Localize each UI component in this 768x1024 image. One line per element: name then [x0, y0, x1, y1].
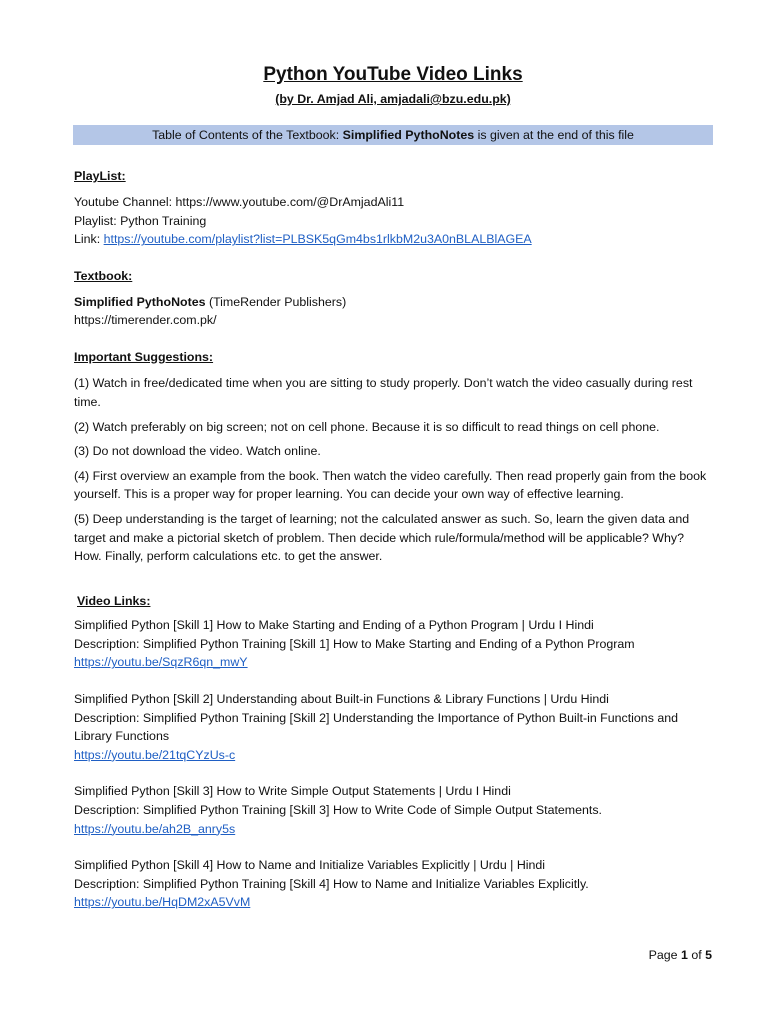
video-link[interactable]: https://youtu.be/SqzR6qn_mwY: [74, 655, 248, 670]
video-description: Description: Simplified Python Training [Skill 4] How to Name and Initialize Variables Explicitly.: [74, 876, 589, 891]
video-link[interactable]: https://youtu.be/HqDM2xA5VvM: [74, 895, 251, 910]
youtube-channel: Youtube Channel: https://www.youtube.com/@DrAmjadAli11: [74, 195, 405, 210]
suggestion-item: (5) Deep understanding is the target of learning; not the calculated answer as such. So, learn the given data and target and make a pictorial sketch of problem. Then decide which rule/formula/method will be applicable? Why? How. Finally, perform calculations etc. to get the answer.: [74, 511, 690, 564]
suggestions-heading: Important Suggestions:: [74, 349, 214, 364]
textbook-heading: Textbook:: [74, 268, 133, 283]
page-number: [649, 946, 712, 965]
playlist-link[interactable]: https://youtube.com/playlist?list=PLBSK5qGm4bs1rlkbM2u3A0nBLALBlAGEA: [103, 232, 532, 247]
video-link[interactable]: https://youtu.be/ah2B_anry5s: [74, 821, 236, 836]
suggestion-item: (2) Watch preferably on big screen; not on cell phone. Because it is so difficult to read things on cell phone.: [74, 419, 660, 434]
toc-prefix: Table of Contents of the Textbook:: [152, 127, 343, 142]
textbook-name: Simplified PythoNotes: [74, 294, 206, 309]
video-links-heading: Video Links:: [77, 593, 151, 608]
toc-banner: [73, 125, 713, 145]
playlist-heading: PlayList:: [74, 168, 126, 183]
textbook-publisher: (TimeRender Publishers): [205, 294, 347, 309]
page-number-total: 5: [705, 948, 712, 962]
video-description: Description: Simplified Python Training [Skill 2] Understanding the Importance of Python Built-in Functions and Library Functions: [74, 710, 679, 744]
playlist-link-label: Link:: [74, 232, 104, 247]
page-number-current: 1: [680, 948, 688, 962]
byline: (by Dr. Amjad Ali, amjadali@bzu.edu.pk): [275, 92, 511, 106]
suggestion-item: (3) Do not download the video. Watch online.: [74, 444, 321, 459]
video-description: Description: Simplified Python Training [Skill 1] How to Make Starting and Ending of a Python Program: [74, 636, 635, 651]
video-entry: [74, 782, 712, 838]
playlist-name: Playlist: Python Training: [74, 213, 207, 228]
page-title: Python YouTube Video Links: [263, 64, 523, 85]
textbook-name-row: [74, 293, 712, 312]
video-link[interactable]: https://youtu.be/21tqCYzUs-c: [74, 747, 236, 762]
playlist-link-row: [74, 230, 712, 249]
toc-suffix: is given at the end of this file: [474, 127, 634, 142]
page-number-prefix: Page: [648, 948, 681, 962]
video-entry: [74, 690, 712, 764]
video-title: Simplified Python [Skill 4] How to Name and Initialize Variables Explicitly | Urdu | Hindi: [74, 858, 546, 873]
video-description: Description: Simplified Python Training [Skill 3] How to Write Code of Simple Output Statements.: [74, 803, 602, 818]
video-title: Simplified Python [Skill 3] How to Write Simple Output Statements | Urdu I Hindi: [74, 784, 511, 799]
toc-book-name: Simplified PythoNotes: [342, 127, 475, 142]
video-entry: [74, 616, 712, 672]
suggestion-item: (4) First overview an example from the book. Then watch the video carefully. Then read properly gain from the book yourself. This is a proper way for proper learning. You can decide your own way of effective learning.: [74, 468, 707, 502]
video-title: Simplified Python [Skill 1] How to Make Starting and Ending of a Python Program | Urdu I Hindi: [74, 618, 594, 633]
textbook-url: https://timerender.com.pk/: [74, 313, 217, 328]
video-title: Simplified Python [Skill 2] Understanding about Built-in Functions & Library Functions | Urdu Hindi: [74, 692, 609, 707]
suggestion-item: (1) Watch in free/dedicated time when you are sitting to study properly. Don’t watch the video casually during rest time.: [74, 376, 693, 409]
video-entry: [74, 856, 712, 912]
page-number-middle: of: [687, 948, 706, 962]
